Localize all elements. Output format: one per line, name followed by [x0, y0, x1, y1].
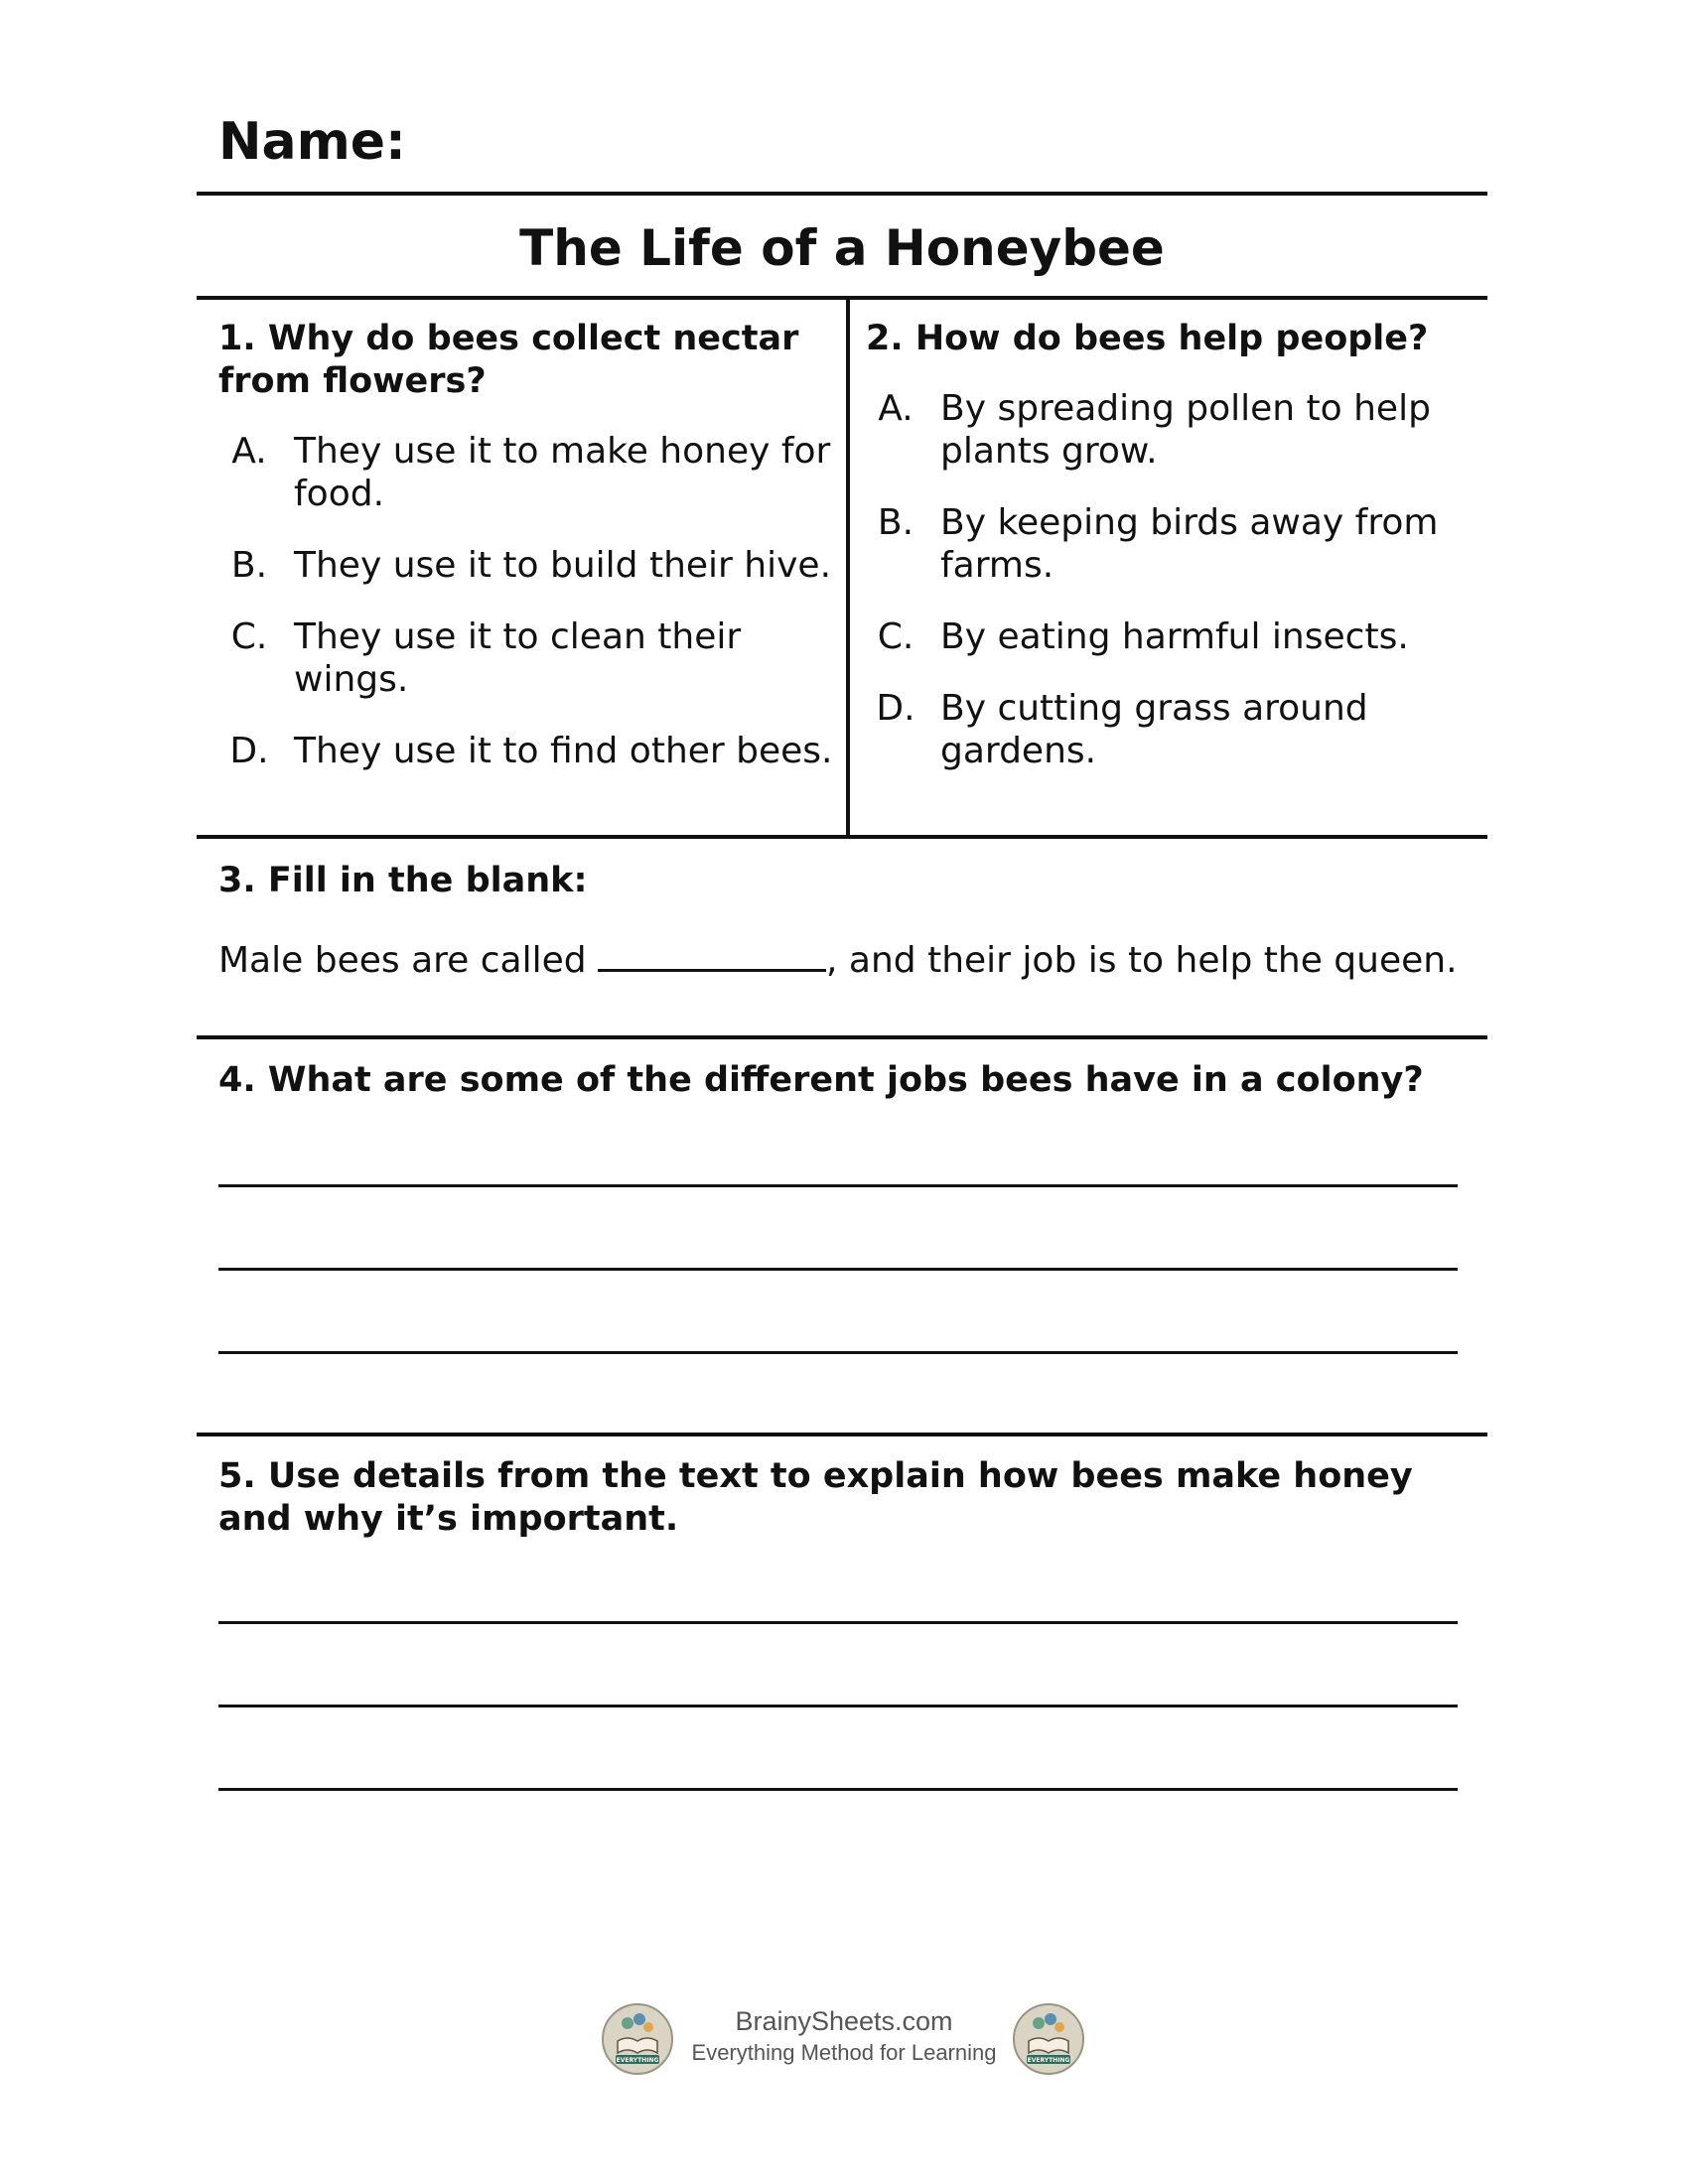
q1-option-c[interactable]: [205, 615, 840, 701]
q1-options: [205, 430, 840, 801]
option-letter: B.: [230, 545, 268, 586]
name-underline: [197, 192, 1487, 196]
q1-option-d[interactable]: [205, 730, 840, 772]
q4-heading: 4. What are some of the different jobs bees have in a colony?: [218, 1060, 1424, 1100]
option-letter: D.: [229, 731, 269, 771]
option-text: By eating harmful insects.: [940, 616, 1409, 657]
option-letter: C.: [877, 616, 914, 657]
section-divider: [197, 1433, 1487, 1436]
option-letter: B.: [877, 502, 914, 543]
title-divider: [197, 296, 1487, 300]
name-label: Name:: [218, 112, 406, 172]
option-letter: D.: [876, 688, 915, 729]
option-text: By keeping birds away from farms.: [940, 502, 1439, 586]
q1-option-b[interactable]: [205, 544, 840, 587]
option-text: They use it to make honey for food.: [294, 431, 831, 514]
q1-option-a[interactable]: [205, 430, 840, 515]
option-text: They use it to clean their wings.: [294, 616, 742, 700]
q3-sentence: [218, 935, 1458, 982]
option-letter: A.: [878, 388, 914, 429]
svg-text:EVERYTHING: EVERYTHING: [1027, 2057, 1070, 2064]
option-text: They use it to find other bees.: [294, 731, 833, 771]
q4-answer-line[interactable]: [218, 1268, 1458, 1271]
q2-option-d[interactable]: [851, 687, 1467, 772]
q3-sentence-start: Male bees are called: [218, 940, 599, 981]
svg-text:EVERYTHING: EVERYTHING: [616, 2057, 659, 2064]
section-divider: [197, 1035, 1487, 1039]
option-letter: A.: [231, 431, 267, 472]
page-title: The Life of a Honeybee: [519, 219, 1165, 277]
q5-answer-line[interactable]: [218, 1705, 1458, 1707]
option-text: By cutting grass around gardens.: [940, 688, 1368, 771]
q1-heading: 1. Why do bees collect nectar from flowers?: [218, 319, 799, 401]
q4-answer-line[interactable]: [218, 1351, 1458, 1354]
q2-option-c[interactable]: [851, 615, 1467, 658]
q5-heading: 5. Use details from the text to explain how bees make honey and why it’s important.: [218, 1456, 1413, 1539]
q2-option-b[interactable]: [851, 501, 1467, 587]
column-divider: [846, 300, 850, 836]
q2-option-a[interactable]: [851, 387, 1467, 473]
q2-heading: 2. How do bees help people?: [866, 319, 1429, 358]
book-logo-icon: [1013, 2003, 1084, 2075]
q3-heading: 3. Fill in the blank:: [218, 861, 588, 900]
footer: [596, 1995, 1092, 2085]
q5-answer-line[interactable]: [218, 1788, 1458, 1791]
q5-answer-line[interactable]: [218, 1621, 1458, 1624]
footer-tagline: Everything Method for Learning: [691, 2040, 997, 2065]
q3-blank[interactable]: [598, 935, 826, 972]
option-text: They use it to build their hive.: [294, 545, 832, 586]
q2-options: [851, 387, 1467, 801]
book-logo-icon: [602, 2003, 673, 2075]
q4-answer-line[interactable]: [218, 1184, 1458, 1187]
option-letter: C.: [230, 616, 268, 657]
section-divider: [197, 835, 1487, 839]
q3-sentence-end: , and their job is to help the queen.: [826, 940, 1458, 981]
footer-site[interactable]: BrainySheets.com: [735, 2006, 953, 2036]
option-text: By spreading pollen to help plants grow.: [940, 388, 1431, 472]
